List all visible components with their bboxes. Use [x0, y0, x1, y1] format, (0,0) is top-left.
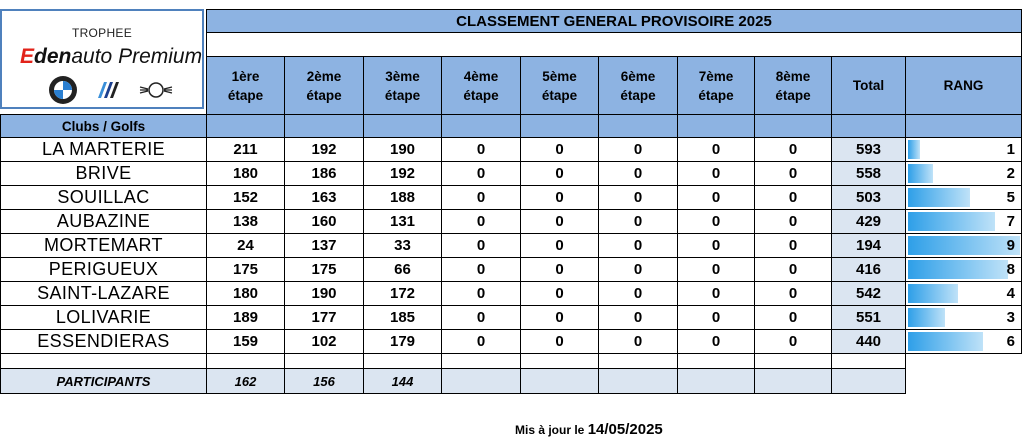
logo-brand-bold: Eden	[20, 45, 72, 68]
stage-score: 179	[363, 329, 442, 354]
participants-empty	[677, 368, 755, 394]
total-score: 440	[831, 329, 906, 354]
stage-score: 0	[598, 281, 678, 306]
stage-score: 0	[598, 257, 678, 282]
rang-cell	[905, 185, 1022, 210]
participants-empty	[520, 368, 599, 394]
rang-value: 3	[1006, 309, 1015, 326]
participants-empty	[754, 368, 832, 394]
stage-score: 160	[284, 209, 364, 234]
clubs-band-cell	[441, 114, 521, 138]
stage-score: 188	[363, 185, 442, 210]
clubs-band-cell	[284, 114, 364, 138]
stage-score: 0	[520, 209, 599, 234]
stage-score: 0	[520, 329, 599, 354]
club-name: LOLIVARIE	[0, 305, 207, 330]
stage-header-7: 7ème étape	[677, 56, 755, 115]
stage-score: 0	[520, 161, 599, 186]
clubs-band-cell	[905, 114, 1022, 138]
club-name: SAINT-LAZARE	[0, 281, 207, 306]
spacer-cell	[206, 353, 285, 369]
stage-score: 0	[754, 233, 832, 258]
rang-value: 5	[1006, 189, 1015, 206]
stage-score: 0	[754, 305, 832, 330]
participants-count: 144	[363, 368, 442, 394]
stage-score: 180	[206, 161, 285, 186]
rang-cell	[905, 209, 1022, 234]
stage-score: 0	[754, 137, 832, 162]
clubs-band-cell	[677, 114, 755, 138]
stage-score: 66	[363, 257, 442, 282]
stage-score: 0	[441, 137, 521, 162]
stage-score: 0	[520, 185, 599, 210]
total-score: 542	[831, 281, 906, 306]
stage-score: 0	[520, 233, 599, 258]
table-title: CLASSEMENT GENERAL PROVISOIRE 2025	[206, 9, 1022, 33]
rang-value: 7	[1006, 213, 1015, 230]
stage-score: 102	[284, 329, 364, 354]
rang-cell	[905, 305, 1022, 330]
stage-score: 0	[677, 305, 755, 330]
participants-empty	[831, 368, 906, 394]
stage-score: 131	[363, 209, 442, 234]
title-spacer-row	[206, 32, 1022, 57]
club-name: MORTEMART	[0, 233, 207, 258]
logo-trophee-text: TROPHEE	[71, 26, 133, 40]
spacer-cell	[441, 353, 521, 369]
stage-score: 0	[677, 185, 755, 210]
spacer-cell	[677, 353, 755, 369]
rang-bar	[908, 236, 1020, 255]
stage-header-1: 1ère étape	[206, 56, 285, 115]
total-score: 551	[831, 305, 906, 330]
stage-score: 0	[754, 257, 832, 282]
rang-cell	[905, 329, 1022, 354]
stage-score: 189	[206, 305, 285, 330]
stage-score: 0	[520, 281, 599, 306]
stage-score: 0	[677, 209, 755, 234]
update-date: 14/05/2025	[587, 421, 663, 438]
stage-score: 0	[520, 305, 599, 330]
stage-score: 0	[598, 329, 678, 354]
rang-bar	[908, 260, 1008, 279]
stage-score: 0	[677, 233, 755, 258]
stage-score: 175	[206, 257, 285, 282]
stage-score: 0	[441, 281, 521, 306]
clubs-band-cell	[754, 114, 832, 138]
total-score: 593	[831, 137, 906, 162]
clubs-band-cell	[598, 114, 678, 138]
participants-empty	[441, 368, 521, 394]
stage-score: 0	[598, 209, 678, 234]
stage-header-8: 8ème étape	[754, 56, 832, 115]
stage-score: 190	[363, 137, 442, 162]
update-label: Mis à jour le	[515, 423, 585, 437]
stage-score: 177	[284, 305, 364, 330]
total-score: 416	[831, 257, 906, 282]
club-name: BRIVE	[0, 161, 207, 186]
stage-score: 185	[363, 305, 442, 330]
stage-score: 0	[598, 137, 678, 162]
stage-score: 172	[363, 281, 442, 306]
stage-score: 0	[677, 281, 755, 306]
rang-value: 4	[1006, 285, 1015, 302]
stage-header-2: 2ème étape	[284, 56, 364, 115]
spacer-cell	[754, 353, 832, 369]
total-score: 429	[831, 209, 906, 234]
rang-bar	[908, 308, 945, 327]
update-footer	[515, 421, 663, 438]
spacer-cell	[831, 353, 906, 369]
stage-header-3: 3ème étape	[363, 56, 442, 115]
spacer-cell	[363, 353, 442, 369]
clubs-band-cell	[363, 114, 442, 138]
stage-score: 0	[754, 185, 832, 210]
stage-score: 186	[284, 161, 364, 186]
stage-score: 137	[284, 233, 364, 258]
clubs-header: Clubs / Golfs	[0, 114, 207, 138]
stage-score: 0	[754, 281, 832, 306]
stage-score: 190	[284, 281, 364, 306]
stage-score: 175	[284, 257, 364, 282]
stage-score: 0	[441, 233, 521, 258]
rang-bar	[908, 212, 995, 231]
stage-score: 211	[206, 137, 285, 162]
stage-score: 152	[206, 185, 285, 210]
stage-score: 159	[206, 329, 285, 354]
participants-label: PARTICIPANTS	[0, 368, 207, 394]
stage-score: 0	[677, 329, 755, 354]
clubs-band-cell	[520, 114, 599, 138]
rang-cell	[905, 137, 1022, 162]
stage-score: 0	[441, 185, 521, 210]
stage-score: 24	[206, 233, 285, 258]
rang-bar	[908, 332, 983, 351]
stage-score: 163	[284, 185, 364, 210]
stage-score: 0	[441, 161, 521, 186]
club-name: PERIGUEUX	[0, 257, 207, 282]
rang-value: 2	[1006, 165, 1015, 182]
rang-cell	[905, 257, 1022, 282]
stage-header-4: 4ème étape	[441, 56, 521, 115]
spacer-cell	[284, 353, 364, 369]
stage-score: 0	[598, 305, 678, 330]
stage-score: 0	[754, 329, 832, 354]
rang-bar	[908, 164, 933, 183]
club-name: ESSENDIERAS	[0, 329, 207, 354]
spacer-cell	[520, 353, 599, 369]
participants-empty	[598, 368, 678, 394]
stage-score: 0	[520, 257, 599, 282]
club-name: AUBAZINE	[0, 209, 207, 234]
rang-header: RANG	[905, 56, 1022, 115]
stage-score: 192	[284, 137, 364, 162]
stage-header-6: 6ème étape	[598, 56, 678, 115]
stage-score: 0	[677, 257, 755, 282]
stage-score: 0	[598, 161, 678, 186]
stage-score: 0	[441, 305, 521, 330]
club-name: LA MARTERIE	[0, 137, 207, 162]
rang-bar	[908, 140, 920, 159]
rang-cell	[905, 281, 1022, 306]
stage-score: 0	[441, 329, 521, 354]
stage-score: 0	[598, 233, 678, 258]
stage-score: 33	[363, 233, 442, 258]
rang-bar	[908, 284, 958, 303]
stage-score: 180	[206, 281, 285, 306]
participants-count: 156	[284, 368, 364, 394]
stage-score: 138	[206, 209, 285, 234]
stage-score: 0	[754, 161, 832, 186]
stage-score: 0	[598, 185, 678, 210]
spacer-cell	[0, 353, 207, 369]
stage-score: 0	[441, 209, 521, 234]
clubs-band-cell	[206, 114, 285, 138]
stage-score: 192	[363, 161, 442, 186]
rang-cell	[905, 233, 1022, 258]
rang-value: 8	[1006, 261, 1015, 278]
stage-score: 0	[520, 137, 599, 162]
stage-score: 0	[754, 209, 832, 234]
stage-score: 0	[441, 257, 521, 282]
logo-brand-rest: auto Premium	[71, 45, 203, 68]
total-score: 194	[831, 233, 906, 258]
rang-value: 6	[1006, 333, 1015, 350]
total-score: 558	[831, 161, 906, 186]
rang-cell	[905, 161, 1022, 186]
rang-value: 1	[1006, 141, 1015, 158]
stage-score: 0	[677, 161, 755, 186]
club-name: SOUILLAC	[0, 185, 207, 210]
total-header: Total	[831, 56, 906, 115]
stage-score: 0	[677, 137, 755, 162]
rang-bar	[908, 188, 970, 207]
total-score: 503	[831, 185, 906, 210]
stage-header-5: 5ème étape	[520, 56, 599, 115]
clubs-band-cell	[831, 114, 906, 138]
spacer-cell	[598, 353, 678, 369]
rang-value: 9	[1006, 237, 1015, 254]
participants-count: 162	[206, 368, 285, 394]
